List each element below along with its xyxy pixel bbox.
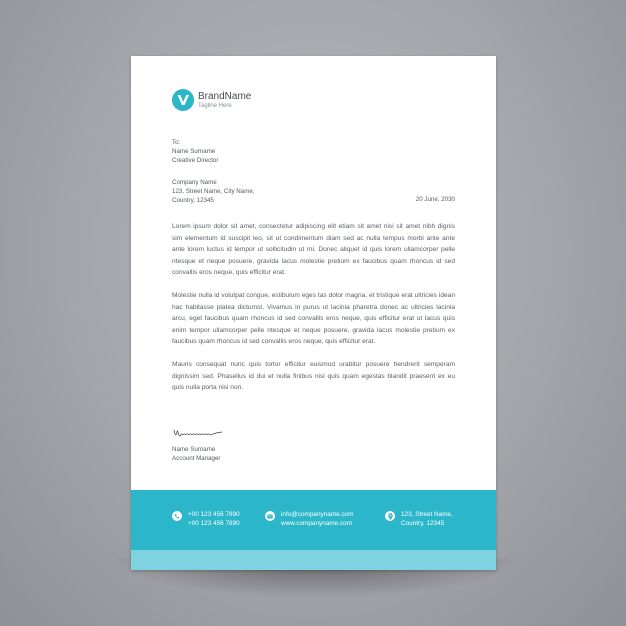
to-label: To: — [172, 139, 181, 146]
company-country: Country, 12345 — [172, 197, 214, 204]
body-paragraph-1: Lorem ipsum dolor sit amet, consectetur adipiscing elit etiam sit amet nisi sit amet nibh dignis sim elementum id suscipit leo, sit ut condimentum diam sed ac nulla tempus morbi ante ante ante lorem luctus id tempor ut sollicitudin ut mi. Donec aliquet id quis lorem ullamcorper pelle ntesque et neque posuere, gravida lacus molestie pretium ex faucibus quam rhoncus id sed convallis eros neque, quis efficitur erat. — [172, 223, 455, 276]
letter-date: 20 June, 2030 — [415, 196, 455, 203]
location-pin-icon — [385, 511, 395, 521]
brand-logo-icon — [172, 89, 194, 111]
signer-name: Name Surname — [172, 446, 216, 453]
phone-icon — [172, 511, 182, 521]
company-block — [172, 178, 255, 205]
letterhead-page — [131, 56, 496, 570]
company-street: 123, Street Name, City Name, — [172, 188, 255, 195]
address-line-1: 123, Street Name, — [401, 511, 453, 518]
signer-block — [172, 446, 221, 463]
brand-name: BrandName — [198, 90, 252, 102]
signer-title: Account Manager — [172, 454, 221, 462]
phone-number-1[interactable]: +00 123 456 7890 — [188, 511, 240, 518]
recipient-name: Name Surname — [172, 148, 216, 155]
envelope-icon — [265, 511, 275, 521]
recipient-block — [172, 138, 218, 165]
email-link[interactable]: info@companyname.com — [281, 511, 354, 518]
brand-tagline: Tagline Here — [198, 102, 232, 109]
address-line-2: Country, 12345 — [401, 520, 445, 527]
footer-contact — [265, 510, 354, 528]
website-link[interactable]: www.companyname.com — [281, 520, 353, 527]
footer-address — [385, 510, 453, 528]
body-paragraph-3: Mauris consequat nunc quis tortor efficitur euismod urabitur posuere hendrerit semperam dignissim sed. Phasellus id dui et nulla finibus nisl quis quam egestas blandit praesent ex eu quis nulla porta nisi non. — [172, 361, 455, 391]
footer-band — [131, 490, 496, 570]
signature-image — [172, 426, 226, 440]
footer-phone — [172, 510, 240, 528]
brand-logo — [172, 89, 251, 111]
phone-number-2[interactable]: +00 123 456 7890 — [188, 520, 240, 527]
body-paragraph-2: Molestie nulla id volutpat congue, estibulum eges tas dolor magna, et tristique erat ultricies idean hac habitasse platea dictumst. Vivamus in purus ut lacinia pharetra donec ac ultricies lacinia arcu, eget faucibus quam rhoncus id sed convallis eros neque, quis efficitur erat ut lacus quis enim tempor ullamcorper pelle ntesque et neque posuere, gravida lacus molestie pretium ex faucibus quam rhoncus id sed convallis eros neque, quis efficitur erat. — [172, 292, 455, 345]
recipient-title: Creative Director — [172, 157, 219, 164]
company-name: Company Name — [172, 179, 217, 186]
footer-light-strip — [131, 550, 496, 570]
